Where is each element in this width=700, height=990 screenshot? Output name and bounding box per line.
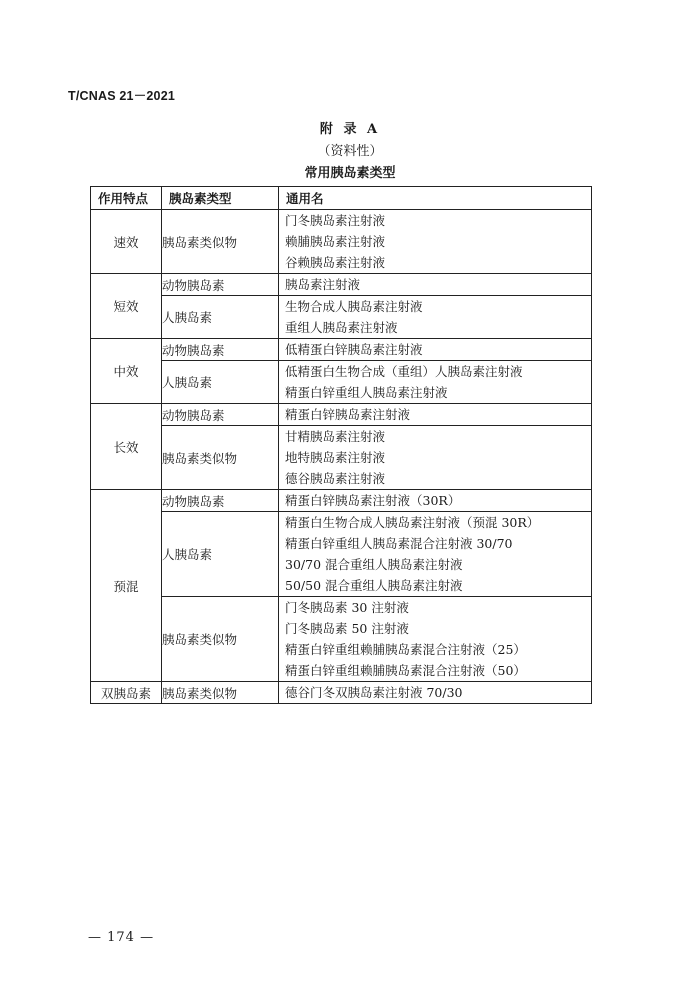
generic-name: 精蛋白锌重组赖脯胰岛素混合注射液（50） (285, 663, 526, 678)
action-category-cell: 短效 (91, 274, 162, 339)
action-category-cell: 长效 (91, 404, 162, 490)
table-row (91, 512, 592, 597)
generic-name: 门冬胰岛素 50 注射液 (285, 621, 409, 636)
action-category-cell: 预混 (91, 490, 162, 682)
action-category-cell: 速效 (91, 210, 162, 274)
generic-name: 德谷门冬双胰岛素注射液 70/30 (285, 685, 463, 700)
generic-name: 德谷胰岛素注射液 (285, 471, 386, 486)
generic-name: 门冬胰岛素 30 注射液 (285, 600, 409, 615)
generic-name: 精蛋白生物合成人胰岛素注射液（预混 30R） (285, 515, 540, 530)
table-row (91, 490, 592, 512)
insulin-type-cell: 动物胰岛素 (162, 274, 279, 296)
generic-names-cell (279, 361, 592, 404)
insulin-type-cell: 胰岛素类似物 (162, 426, 279, 490)
header-generic-name: 通用名 (279, 187, 592, 210)
table-header-row (91, 187, 592, 210)
table-row (91, 274, 592, 296)
table-row (91, 426, 592, 490)
action-category-cell: 中效 (91, 339, 162, 404)
generic-names-cell (279, 512, 592, 597)
generic-name: 地特胰岛素注射液 (285, 450, 386, 465)
generic-name: 胰岛素注射液 (285, 277, 361, 292)
generic-names-cell (279, 404, 592, 426)
generic-name: 低精蛋白生物合成（重组）人胰岛素注射液 (285, 364, 523, 379)
table-row (91, 682, 592, 704)
generic-name: 精蛋白锌胰岛素注射液（30R） (285, 493, 461, 508)
generic-name: 30/70 混合重组人胰岛素注射液 (285, 557, 463, 572)
insulin-type-cell: 人胰岛素 (162, 296, 279, 339)
table-row (91, 339, 592, 361)
generic-name: 精蛋白锌胰岛素注射液 (285, 407, 411, 422)
generic-names-cell (279, 274, 592, 296)
table-row (91, 361, 592, 404)
appendix-title: 附 录 A (319, 122, 381, 137)
generic-names-cell (279, 597, 592, 682)
insulin-type-cell: 胰岛素类似物 (162, 682, 279, 704)
insulin-type-cell: 动物胰岛素 (162, 490, 279, 512)
generic-name: 精蛋白锌重组赖脯胰岛素混合注射液（25） (285, 642, 526, 657)
header-action-feature: 作用特点 (91, 187, 162, 210)
insulin-type-cell: 动物胰岛素 (162, 404, 279, 426)
insulin-type-cell: 人胰岛素 (162, 512, 279, 597)
generic-names-cell (279, 682, 592, 704)
generic-names-cell (279, 296, 592, 339)
generic-names-cell (279, 339, 592, 361)
header-insulin-type: 胰岛素类型 (162, 187, 279, 210)
appendix-subtitle: （资料性） (317, 144, 383, 159)
insulin-types-table (90, 186, 592, 704)
generic-name: 低精蛋白锌胰岛素注射液 (285, 342, 423, 357)
table-row (91, 597, 592, 682)
table-row (91, 296, 592, 339)
generic-name: 门冬胰岛素注射液 (285, 213, 386, 228)
insulin-type-cell: 动物胰岛素 (162, 339, 279, 361)
table-body (91, 210, 592, 704)
generic-name: 精蛋白锌重组人胰岛素注射液 (285, 385, 448, 400)
generic-name: 生物合成人胰岛素注射液 (285, 299, 423, 314)
insulin-type-cell: 人胰岛素 (162, 361, 279, 404)
generic-name: 甘精胰岛素注射液 (285, 429, 386, 444)
action-category-cell: 双胰岛素 (91, 682, 162, 704)
table-row (91, 404, 592, 426)
generic-name: 重组人胰岛素注射液 (285, 320, 398, 335)
generic-names-cell (279, 426, 592, 490)
generic-names-cell (279, 490, 592, 512)
standard-code: T/CNAS 21－2021 (68, 89, 176, 103)
insulin-type-cell: 胰岛素类似物 (162, 597, 279, 682)
generic-names-cell (279, 210, 592, 274)
insulin-type-cell: 胰岛素类似物 (162, 210, 279, 274)
generic-name: 精蛋白锌重组人胰岛素混合注射液 30/70 (285, 536, 513, 551)
page-number: — 174 — (88, 930, 155, 945)
table-title: 常用胰岛素类型 (304, 166, 396, 181)
generic-name: 赖脯胰岛素注射液 (285, 234, 386, 249)
generic-name: 50/50 混合重组人胰岛素注射液 (285, 578, 463, 593)
generic-name: 谷赖胰岛素注射液 (285, 255, 386, 270)
table-row (91, 210, 592, 274)
